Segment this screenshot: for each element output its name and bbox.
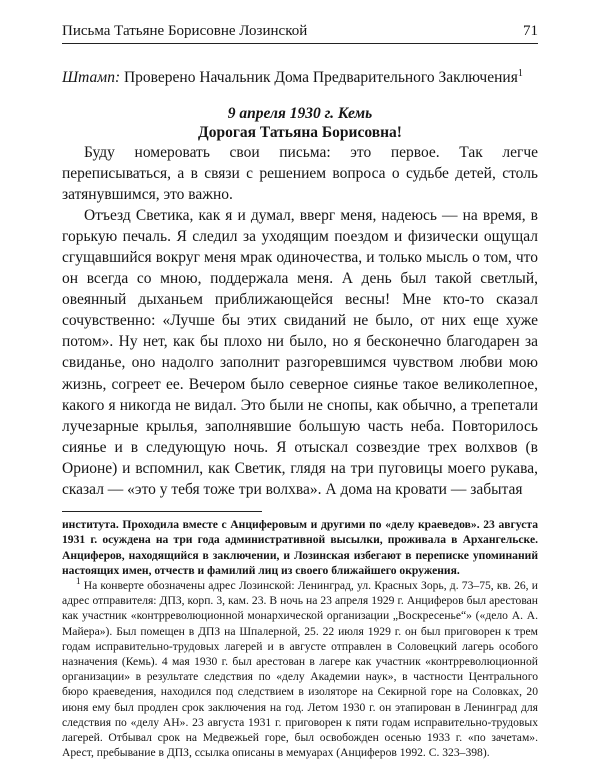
letter-paragraph-1: Буду номеровать свои письма: это первое. Так легче переписываться, а в связи с решением вопроса о судьбе детей, столь затянувшимся, это важно.: [62, 143, 538, 203]
stamp-label: Штамп:: [62, 69, 121, 86]
running-head: [62, 22, 538, 44]
stamp-footnote-marker: 1: [517, 67, 523, 79]
page-number: 71: [523, 23, 538, 39]
letter-date-place: 9 апреля 1930 г. Кемь: [227, 104, 373, 122]
stamp-text: Проверено Начальник Дома Предварительного Заключения: [123, 69, 518, 86]
stamp-line: [62, 68, 538, 88]
footnote-1-marker: 1: [76, 576, 81, 587]
running-title: Письма Татьяне Борисовне Лозинской: [62, 23, 308, 39]
footnote-continuation: института. Проходила вместе с Анциферовым и другими по «делу краеведов». 23 августа 1931 г. осуждена на три года административной высылки, проживала в Архангельске. Анциферов, находящийся в заключении, и Лозинская избегают в переписке упоминаний настоящих имен, отчеств и фамилий лиц из своего ближайшего окружения.: [62, 518, 538, 577]
letter-paragraph-2: Отъезд Светика, как я и думал, вверг меня, надеюсь — на время, в горькую печаль. Я следил за уходящим поездом и физически ощущал сгущавшийся вокруг меня мрак одиночества, и только мысль о том, что он всегда со мною, поддержала меня. А день был такой светлый, овеянный дыханьем приближающейся весны! Мне кто-то сказал сочувственно: «Лучше бы этих свиданий не было, от них еще хуже потом». Ну нет, как бы плохо ни было, но я бесконечно благодарен за свиданье, оно надолго заполнит разгоревшимся чувством любви мою жизнь, согреет ее. Вечером было северное сиянье такое великолепное, какого я никогда не видал. Это были не снопы, как обычно, а трепетали лучезарные крылья, заполнявшие большую часть неба. Повторилось сиянье и в следующую ночь. Я отыскал созвездие трех волхвов (в Орионе) и вспомнил, как Светик, глядя на три пуговицы моего рукава, сказал — «это у тебя тоже три волхва». А дома на кровати — забытая: [62, 206, 538, 498]
letter-salutation: Дорогая Татьяна Борисовна!: [198, 123, 402, 141]
footnote-1: [62, 578, 538, 760]
letter-body: [62, 142, 538, 501]
footnote-1-text: На конверте обозначены адрес Лозинской: Ленинград, ул. Красных Зорь, д. 73–75, кв. 26, и адрес отправителя: ДПЗ, корп. 3, кам. 23. В ночь на 23 апреля 1929 г. Анциферов был арестован как участник «контрреволюционной монархической организации „Воскресенье“» («дело А. А. Майера»). Был помещен в ДПЗ на Шпалерной, 25. 22 июля 1929 г. он был приговорен к трем годам исправительно-трудовых лагерей и в августе отправлен в Соловецкий лагерь особого назначения (Кемь). 4 мая 1930 г. был арестован в лагере как участник «контрреволюционной организации» в результате следствия по «делу Академии наук», в частности Центрального бюро краеведения, находился под следствием в изоляторе на Секирной горе на Соловках, 20 июня ему был продлен срок заключения на год. Летом 1930 г. он этапирован в Ленинград для следствия по «делу АН». 23 августа 1931 г. приговорен к пяти годам исправительно-трудовых лагерей. Отбывал срок на Медвежьей горе, был освобожден осенью 1933 г. «по зачетам». Арест, пребывание в ДПЗ, ссылка описаны в мемуарах (Анциферов 1992. С. 323–398).: [62, 578, 538, 760]
